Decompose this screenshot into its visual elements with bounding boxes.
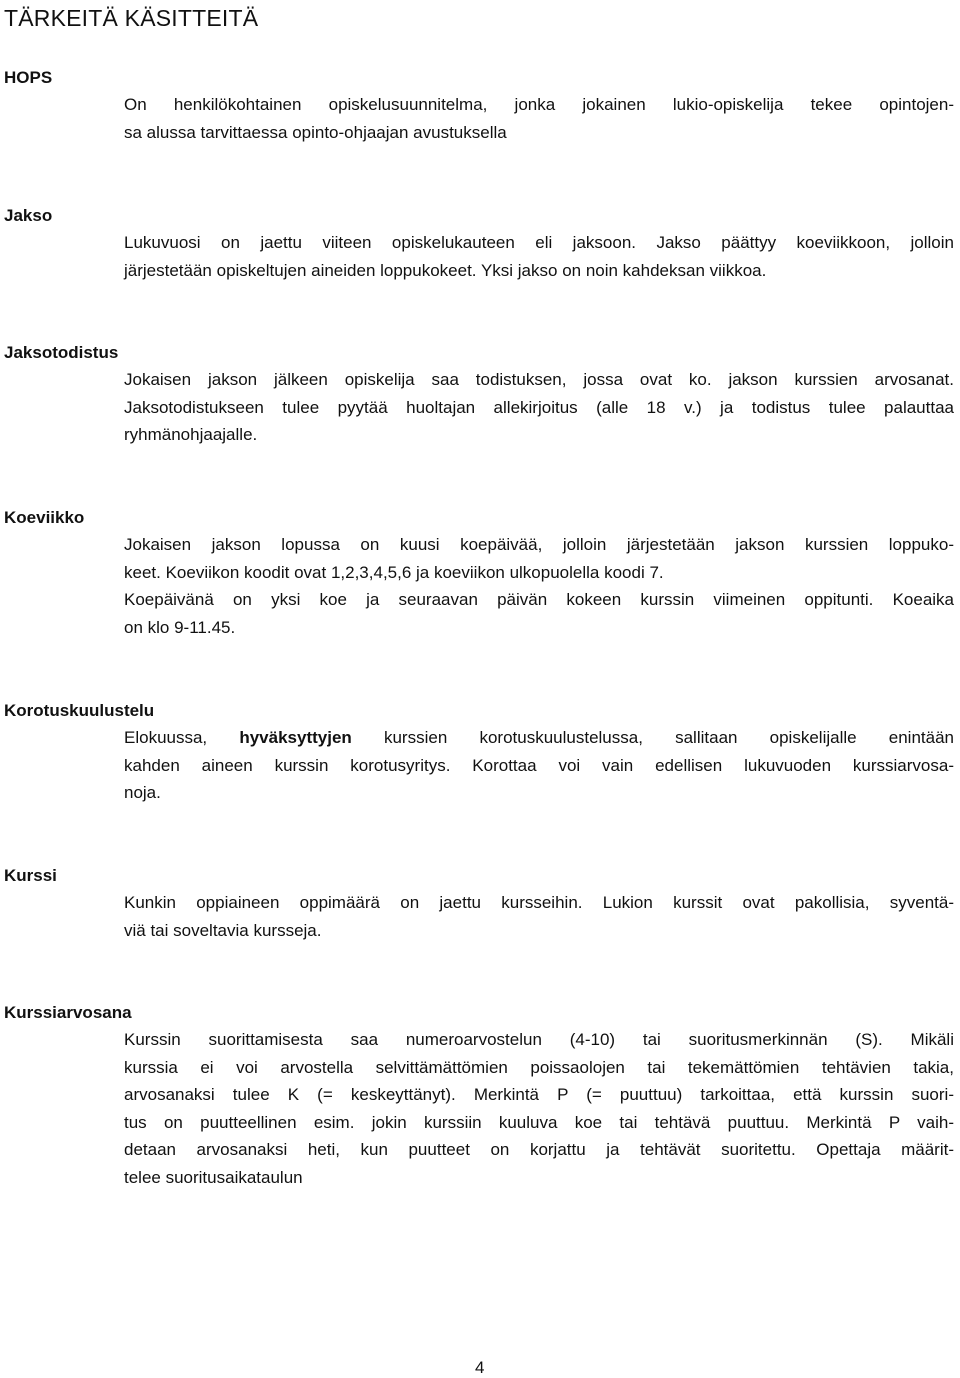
page-title: TÄRKEITÄ KÄSITTEITÄ	[4, 5, 259, 31]
term-definition	[124, 531, 954, 641]
term-heading: Jaksotodistus	[4, 343, 119, 362]
emphasized-word: hyväksyttyjen	[239, 728, 352, 747]
term-definition	[124, 91, 954, 146]
definition-text: Elokuussa,	[124, 728, 240, 747]
term-definition	[124, 229, 954, 284]
term-definition	[124, 366, 954, 449]
definition-line: kurssia ei voi arvostella selvittämättömien poissaolojen tai tekemättömien tehtävien takia,	[124, 1057, 954, 1077]
definition-line: Koepäivänä on yksi koe ja seuraavan päivän kokeen kurssin viimeinen oppitunti. Koeaika	[124, 590, 954, 609]
definition-line: tus on puutteellinen esim. jokin kurssiin kuuluva koe tai tehtävä puuttuu. Merkintä P vaih-	[124, 1112, 954, 1132]
definition-line: Jokaisen jakson lopussa on kuusi koepäivää, jolloin järjestetään jakson kurssien loppuko-	[124, 535, 954, 554]
definition-line: Jokaisen jakson jälkeen opiskelija saa todistuksen, jossa ovat ko. jakson kurssien arvosanat.	[124, 370, 954, 389]
definition-line: On henkilökohtainen opiskelusuunnitelma, jonka jokainen lukio-opiskelija tekee opintojen-	[124, 95, 954, 114]
definition-line	[124, 724, 954, 752]
term-definition	[124, 889, 954, 944]
definition-line: Jaksotodistukseen tulee pyytää huoltajan allekirjoitus (alle 18 v.) ja todistus tulee palauttaa	[124, 397, 954, 417]
definition-text: kurssien korotuskuulustelussa, sallitaan opiskelijalle enintään	[351, 728, 954, 747]
definition-line: on klo 9-11.45.	[124, 617, 236, 637]
definition-line: ryhmänohjaajalle.	[124, 425, 258, 444]
term-heading: Jakso	[4, 206, 53, 225]
term-heading: Kurssiarvosana	[4, 1003, 132, 1022]
definition-line: detaan arvosanaksi heti, kun puutteet on korjattu ja tehtävät suoritettu. Opettaja määrit-	[124, 1140, 954, 1159]
definition-line: järjestetään opiskeltujen aineiden loppukokeet. Yksi jakso on noin kahdeksan viikkoa.	[124, 260, 767, 280]
term-heading: Korotuskuulustelu	[4, 701, 155, 720]
definition-line: Kurssin suorittamisesta saa numeroarvostelun (4-10) tai suoritusmerkinnän (S). Mikäli	[124, 1030, 954, 1049]
term-heading: HOPS	[4, 68, 53, 87]
definition-line: keet. Koeviikon koodit ovat 1,2,3,4,5,6 ja koeviikon ulkopuolella koodi 7.	[124, 562, 664, 582]
definition-line: noja.	[124, 783, 161, 802]
term-definition	[124, 724, 954, 807]
term-definition	[124, 1026, 954, 1191]
definition-line: kahden aineen kurssin korotusyritys. Korottaa voi vain edellisen lukuvuoden kurssiarvosa-	[124, 755, 954, 775]
definition-line: sa alussa tarvittaessa opinto-ohjaajan avustuksella	[124, 122, 507, 142]
definition-line: viä tai soveltavia kursseja.	[124, 920, 322, 940]
definition-line: Lukuvuosi on jaettu viiteen opiskelukauteen eli jaksoon. Jakso päättyy koeviikkoon, jolloin	[124, 233, 954, 252]
page-number: 4	[475, 1358, 485, 1377]
term-heading: Kurssi	[4, 866, 57, 885]
definition-line: arvosanaksi tulee K (= keskeyttänyt). Merkintä P (= puuttuu) tarkoittaa, että kurssin suori-	[124, 1085, 954, 1104]
definition-line: telee suoritusaikataulun	[124, 1167, 303, 1187]
term-heading: Koeviikko	[4, 508, 85, 527]
definition-line: Kunkin oppiaineen oppimäärä on jaettu kursseihin. Lukion kurssit ovat pakollisia, syventä-	[124, 893, 954, 912]
